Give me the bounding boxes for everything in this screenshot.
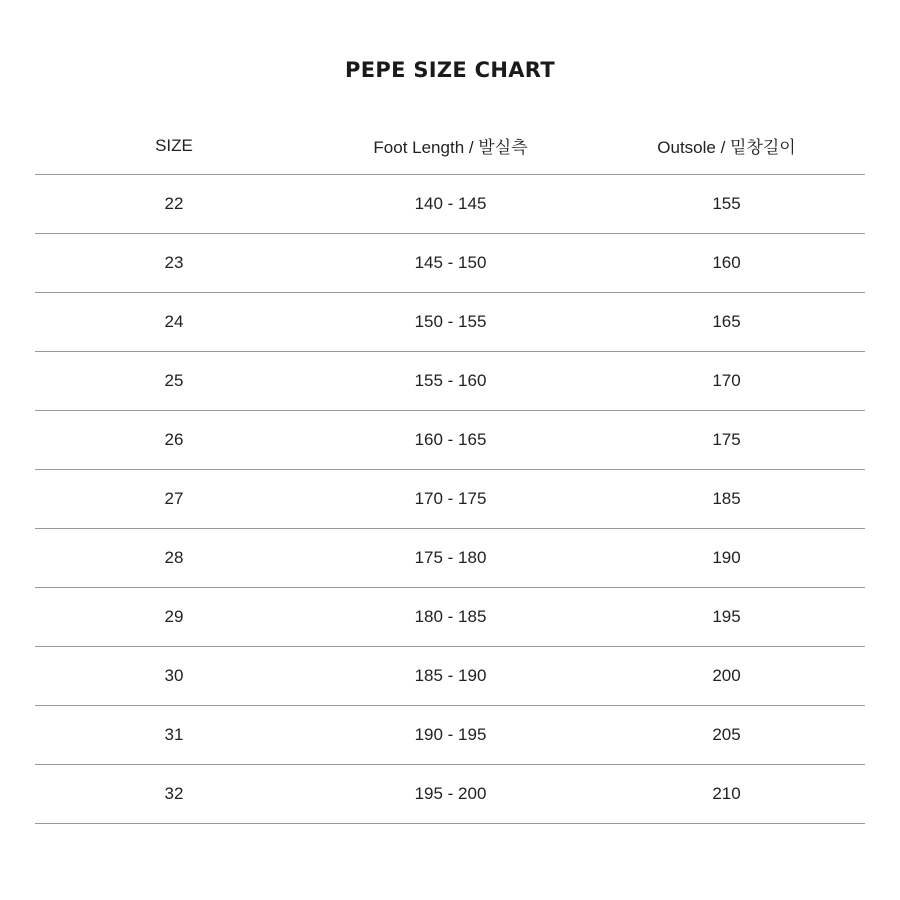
outsole-cell: 175 (712, 430, 741, 449)
size-cell: 26 (164, 430, 184, 449)
outsole-cell: 200 (712, 666, 741, 685)
column-header-size: SIZE (155, 135, 193, 155)
foot-length-cell: 170 - 175 (414, 489, 487, 508)
size-cell: 22 (164, 194, 184, 213)
size-cell: 25 (164, 371, 184, 390)
foot-length-cell: 160 - 165 (414, 430, 487, 449)
table-row (35, 765, 865, 824)
table-body (35, 175, 865, 824)
size-cell: 29 (164, 607, 184, 626)
size-cell: 30 (164, 666, 184, 685)
outsole-cell: 205 (712, 725, 741, 744)
table-row (35, 529, 865, 588)
foot-length-cell: 195 - 200 (414, 784, 487, 803)
table-row (35, 234, 865, 293)
foot-length-cell: 140 - 145 (414, 194, 487, 213)
table-row (35, 175, 865, 234)
size-cell: 24 (164, 312, 184, 331)
outsole-cell: 160 (712, 253, 741, 272)
outsole-cell: 155 (712, 194, 741, 213)
outsole-cell: 170 (712, 371, 741, 390)
outsole-cell: 165 (712, 312, 741, 331)
foot-length-cell: 185 - 190 (414, 666, 487, 685)
column-header-outsole: Outsole / 밑창길이 (657, 138, 796, 157)
size-cell: 23 (164, 253, 184, 272)
foot-length-cell: 150 - 155 (414, 312, 487, 331)
table-row (35, 470, 865, 529)
size-cell: 28 (164, 548, 184, 567)
outsole-cell: 185 (712, 489, 741, 508)
outsole-cell: 210 (712, 784, 741, 803)
foot-length-cell: 190 - 195 (414, 725, 487, 744)
foot-length-cell: 145 - 150 (414, 253, 487, 272)
outsole-cell: 195 (712, 607, 741, 626)
table-header (35, 117, 865, 175)
table-row (35, 588, 865, 647)
outsole-cell: 190 (712, 548, 741, 567)
table-row (35, 647, 865, 706)
foot-length-cell: 175 - 180 (414, 548, 487, 567)
table-row (35, 411, 865, 470)
table-row (35, 293, 865, 352)
size-cell: 31 (164, 725, 184, 744)
foot-length-cell: 155 - 160 (414, 371, 487, 390)
size-cell: 27 (164, 489, 184, 508)
table-row (35, 706, 865, 765)
column-header-foot-length: Foot Length / 발실측 (373, 138, 528, 157)
table-row (35, 352, 865, 411)
size-cell: 32 (164, 784, 184, 803)
page-title: PEPE SIZE CHART (345, 58, 555, 82)
foot-length-cell: 180 - 185 (414, 607, 487, 626)
